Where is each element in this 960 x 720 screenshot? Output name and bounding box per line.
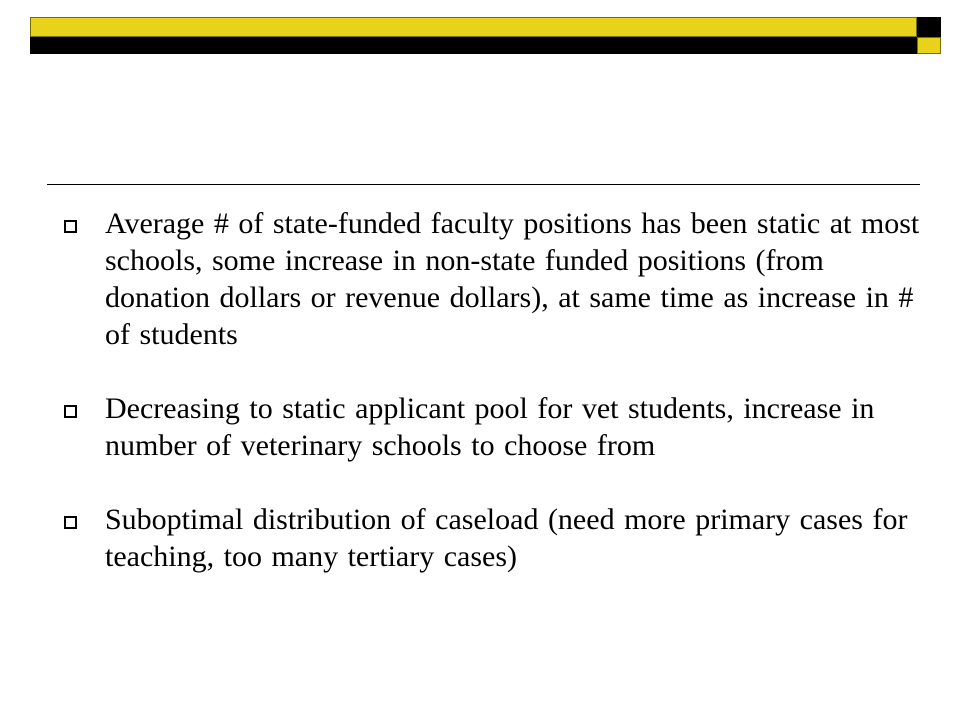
bullet-text: Suboptimal distribution of caseload (need more primary cases for teaching, too many tertiary cases): [105, 503, 908, 573]
header-corner-black-block: [917, 17, 941, 37]
title-divider-line: [47, 184, 920, 185]
bullet-text: Average # of state-funded faculty positions has been static at most schools, some increase in non-state funded positions (from donation dollars or revenue dollars), at same time as increase in # of students: [105, 207, 920, 351]
hollow-square-bullet-icon: [64, 405, 77, 418]
bullet-item-applicant-pool: [62, 390, 922, 464]
bullet-item-faculty-positions: [62, 205, 922, 353]
header-corner-yellow-block: [917, 37, 941, 54]
hollow-square-bullet-icon: [64, 220, 77, 233]
header-bar-yellow: [30, 17, 917, 37]
bullet-text: Decreasing to static applicant pool for vet students, increase in number of veterinary schools to choose from: [105, 392, 875, 462]
bullet-item-caseload: [62, 501, 922, 575]
header-bar-black: [30, 37, 917, 54]
hollow-square-bullet-icon: [64, 516, 77, 529]
bullet-list: [62, 205, 922, 575]
